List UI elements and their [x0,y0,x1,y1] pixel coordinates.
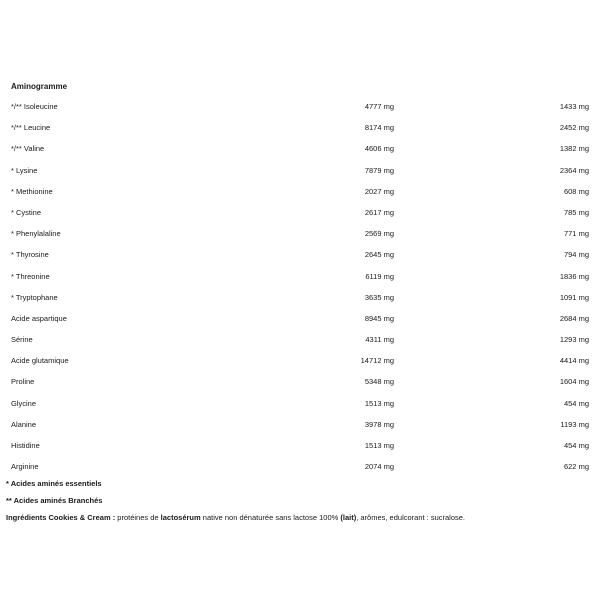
amino-acid-value-per-100g: 3635 mg [364,292,394,302]
amino-acid-value-per-100g: 7879 mg [364,165,394,175]
amino-acid-value-per-100g: 8174 mg [364,123,394,133]
amino-acid-value-per-100g: 5348 mg [364,377,394,387]
table-row [0,289,600,310]
amino-acid-name: * Cystine [11,207,42,217]
amino-acid-name: Acide aspartique [11,313,67,323]
table-row [0,395,600,416]
amino-acid-value-per-serving: 1604 mg [559,377,589,387]
table-row [0,331,600,352]
amino-acid-value-per-100g: 2074 mg [364,462,394,472]
amino-acid-value-per-serving: 1193 mg [560,419,589,429]
amino-acid-name: * Phenylalaline [11,229,61,239]
table-row [0,373,600,394]
amino-acid-name: */** Isoleucine [11,102,58,111]
amino-acid-value-per-serving: 1293 mg [559,335,589,345]
amino-acid-value-per-serving: 4414 mg [559,356,589,366]
amino-acid-name: * Lysine [11,165,38,175]
amino-acid-value-per-100g: 2569 mg [364,229,394,239]
amino-acid-name: Sérine [11,335,33,345]
ingredients-label: Ingrédients Cookies & Cream : [6,513,116,522]
table-row [0,416,600,437]
footnote-essential: * Acides aminés essentiels [6,479,102,488]
amino-acid-value-per-100g: 2645 mg [364,250,394,260]
table-row [0,98,600,119]
section-title: Aminogramme [11,82,68,91]
amino-acid-value-per-serving: 1091 mg [559,292,589,302]
table-row [0,352,600,373]
amino-acid-value-per-serving: 2364 mg [559,165,589,175]
amino-acid-value-per-100g: 1513 mg [364,398,394,408]
amino-acid-value-per-serving: 1382 mg [559,144,589,154]
amino-acid-value-per-serving: 622 mg [563,462,589,472]
amino-acid-value-per-100g: 2617 mg [364,207,394,217]
amino-acid-value-per-serving: 1836 mg [559,271,589,281]
ingredients-text-before: protéines de [115,513,161,522]
amino-acid-value-per-serving: 771 mg [563,229,589,239]
amino-acid-value-per-100g: 14712 mg [360,356,394,366]
amino-acid-name: Glycine [11,398,37,408]
table-row [0,437,600,458]
table-row [0,310,600,331]
amino-acid-name: Alanine [11,419,37,429]
table-row [0,225,600,246]
amino-acid-value-per-serving: 454 mg [563,441,589,450]
amino-acid-value-per-100g: 3978 mg [364,419,394,429]
amino-acid-value-per-100g: 4311 mg [365,335,394,345]
table-row [0,162,600,183]
aminogram-table [0,98,600,479]
ingredients-text-middle: native non dénaturée sans lactose 100% [200,513,341,522]
ingredients-bold-lactoserum: lactosérum [160,513,201,522]
amino-acid-value-per-serving: 608 mg [563,186,589,196]
ingredients-text-after: , arômes, edulcorant : sucralose. [356,513,466,522]
amino-acid-name: * Tryptophane [11,292,58,302]
footnote-branched: ** Acides aminés Branchés [6,496,103,505]
amino-acid-name: * Threonine [11,271,50,281]
amino-acid-name: */** Valine [11,144,45,154]
amino-acid-name: */** Leucine [11,123,51,133]
table-row [0,204,600,225]
amino-acid-value-per-serving: 794 mg [563,250,589,260]
amino-acid-value-per-100g: 4777 mg [364,102,394,111]
amino-acid-value-per-100g: 8945 mg [364,313,394,323]
amino-acid-value-per-serving: 785 mg [563,207,589,217]
amino-acid-name: Histidine [11,441,40,450]
amino-acid-name: * Thyrosine [11,250,49,260]
amino-acid-value-per-100g: 2027 mg [364,186,394,196]
amino-acid-value-per-serving: 2452 mg [559,123,589,133]
amino-acid-value-per-100g: 6119 mg [365,271,394,281]
amino-acid-name: Proline [11,377,35,387]
amino-acid-value-per-serving: 2684 mg [559,313,589,323]
table-row [0,458,600,479]
table-row [0,119,600,140]
amino-acid-value-per-100g: 4606 mg [364,144,394,154]
amino-acid-name: Arginine [11,462,39,472]
table-row [0,183,600,204]
amino-acid-value-per-serving: 454 mg [563,398,589,408]
table-row [0,246,600,267]
table-row [0,268,600,289]
amino-acid-value-per-100g: 1513 mg [364,441,394,450]
table-row [0,140,600,161]
ingredients-bold-lait: (lait) [340,513,357,522]
amino-acid-value-per-serving: 1433 mg [559,102,589,111]
amino-acid-name: * Methionine [11,186,53,196]
ingredients-line [6,513,465,522]
amino-acid-name: Acide glutamique [11,356,69,366]
